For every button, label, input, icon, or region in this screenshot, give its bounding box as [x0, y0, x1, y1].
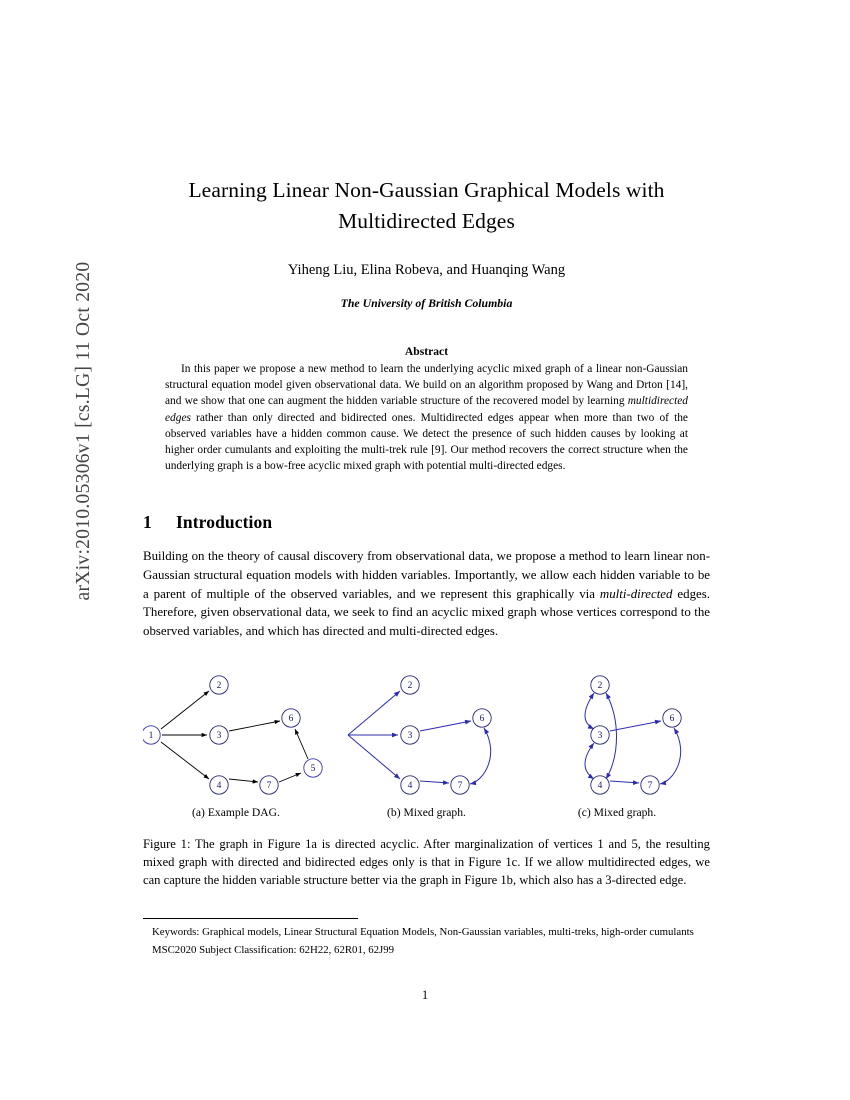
svg-text:4: 4: [216, 781, 222, 792]
abstract-heading: Abstract: [404, 345, 449, 359]
graph-node: [450, 776, 468, 794]
graph-node: [400, 776, 418, 794]
footnote-area: [143, 925, 710, 961]
subcaption-c: (c) Mixed graph.: [577, 805, 657, 819]
figure-caption-label: Figure 1:: [143, 836, 191, 851]
graph-node: [472, 709, 490, 727]
svg-text:4: 4: [407, 781, 412, 792]
subfigure-c: [524, 663, 710, 808]
svg-text:2: 2: [407, 681, 412, 692]
graph-node: [641, 776, 659, 794]
graph-node: [304, 759, 322, 777]
introduction-paragraph: Building on the theory of causal discovery from observational data, we propose a method to learn linear non-Gaussian structural equation models with hidden variables. Importantly, we allow each hidden variable to be a parent of multiple of the observed variables, and we represent this graphically via multi-directed edges. Therefore, given observational data, we seek to find an acyclic mixed graph whose vertices correspond to the observed variables, and which has directed and multi-directed edges.: [143, 549, 710, 639]
subfigure-a: [143, 663, 329, 808]
subfigure-b: [334, 663, 520, 808]
graph-node: [591, 726, 609, 744]
subcaption-b: (b) Mixed graph.: [387, 805, 466, 819]
svg-text:3: 3: [597, 731, 603, 742]
graph-node: [210, 776, 228, 794]
graph-node: [260, 776, 278, 794]
svg-text:3: 3: [216, 731, 222, 742]
graph-mixed-c: [524, 663, 710, 803]
figure-caption: [143, 835, 710, 890]
svg-text:2: 2: [597, 681, 603, 692]
page-title: Learning Linear Non-Gaussian Graphical Models with Multidirected Edges: [188, 178, 665, 233]
graph-node: [143, 726, 160, 744]
section-heading-introduction: [143, 512, 710, 533]
svg-text:6: 6: [288, 714, 294, 725]
footnote-msc: MSC2020 Subject Classification: 62H22, 62R01, 62J99: [152, 943, 395, 956]
footnote-separator: [143, 918, 358, 919]
footnote-keywords: Keywords: Graphical models, Linear Structural Equation Models, Non-Gaussian variables, multi-treks, high-order cumulants: [152, 926, 694, 938]
graph-node: [400, 676, 418, 694]
page-number: 1: [421, 988, 429, 1002]
subcaption-a: (a) Example DAG.: [192, 805, 280, 819]
svg-text:1: 1: [148, 731, 154, 742]
affiliation: The University of British Columbia: [340, 296, 513, 311]
graph-node: [663, 709, 681, 727]
svg-text:7: 7: [457, 781, 462, 792]
svg-text:4: 4: [597, 781, 603, 792]
graph-node: [282, 709, 300, 727]
svg-text:2: 2: [216, 681, 222, 692]
figure-caption-text: The graph in Figure 1a is directed acyclic. After marginalization of vertices 1 and 5, the resulting mixed graph with directed and bidirected edges only is that in Figure 1c. If we allow multidirected edges, we can capture the hidden variable structure better via the graph in Figure 1b, which also has a 3-directed edge.: [143, 836, 710, 888]
figure-1: [143, 663, 710, 890]
graph-node: [400, 726, 418, 744]
graph-mixed-b: [334, 663, 520, 803]
author-list: Yiheng Liu, Elina Robeva, and Huanqing Wang: [287, 262, 566, 279]
graph-node: [210, 676, 228, 694]
graph-node: [210, 726, 228, 744]
section-title: Introduction: [176, 512, 273, 533]
svg-text:3: 3: [407, 731, 412, 742]
svg-text:7: 7: [266, 781, 272, 792]
graph-example-dag: [143, 663, 329, 803]
graph-node: [591, 776, 609, 794]
graph-node: [591, 676, 609, 694]
svg-text:6: 6: [479, 714, 484, 725]
svg-text:7: 7: [647, 781, 653, 792]
svg-text:5: 5: [310, 764, 316, 775]
abstract-text: In this paper we propose a new method to learn the underlying acyclic mixed graph of a linear non-Gaussian structural equation model given observational data. We build on an algorithm proposed by Wang and Drton [14], and we show that one can augment the hidden variable structure of the recovered model by learning multidirected edges rather than only directed and bidirected ones. Multidirected edges appear when more than two of the observed variables have a hidden common cause. We detect the presence of such hidden causes by looking at higher order cumulants and exploiting the multi-trek rule [9]. Our method recovers the correct structure when the underlying graph is a bow-free acyclic mixed graph with potential multi-directed edges.: [165, 363, 688, 473]
arxiv-identifier-stamp: arXiv:2010.05306v1 [cs.LG] 11 Oct 2020: [73, 261, 94, 601]
section-number: 1: [143, 512, 152, 533]
paper-content: [143, 175, 710, 890]
svg-text:6: 6: [669, 714, 675, 725]
